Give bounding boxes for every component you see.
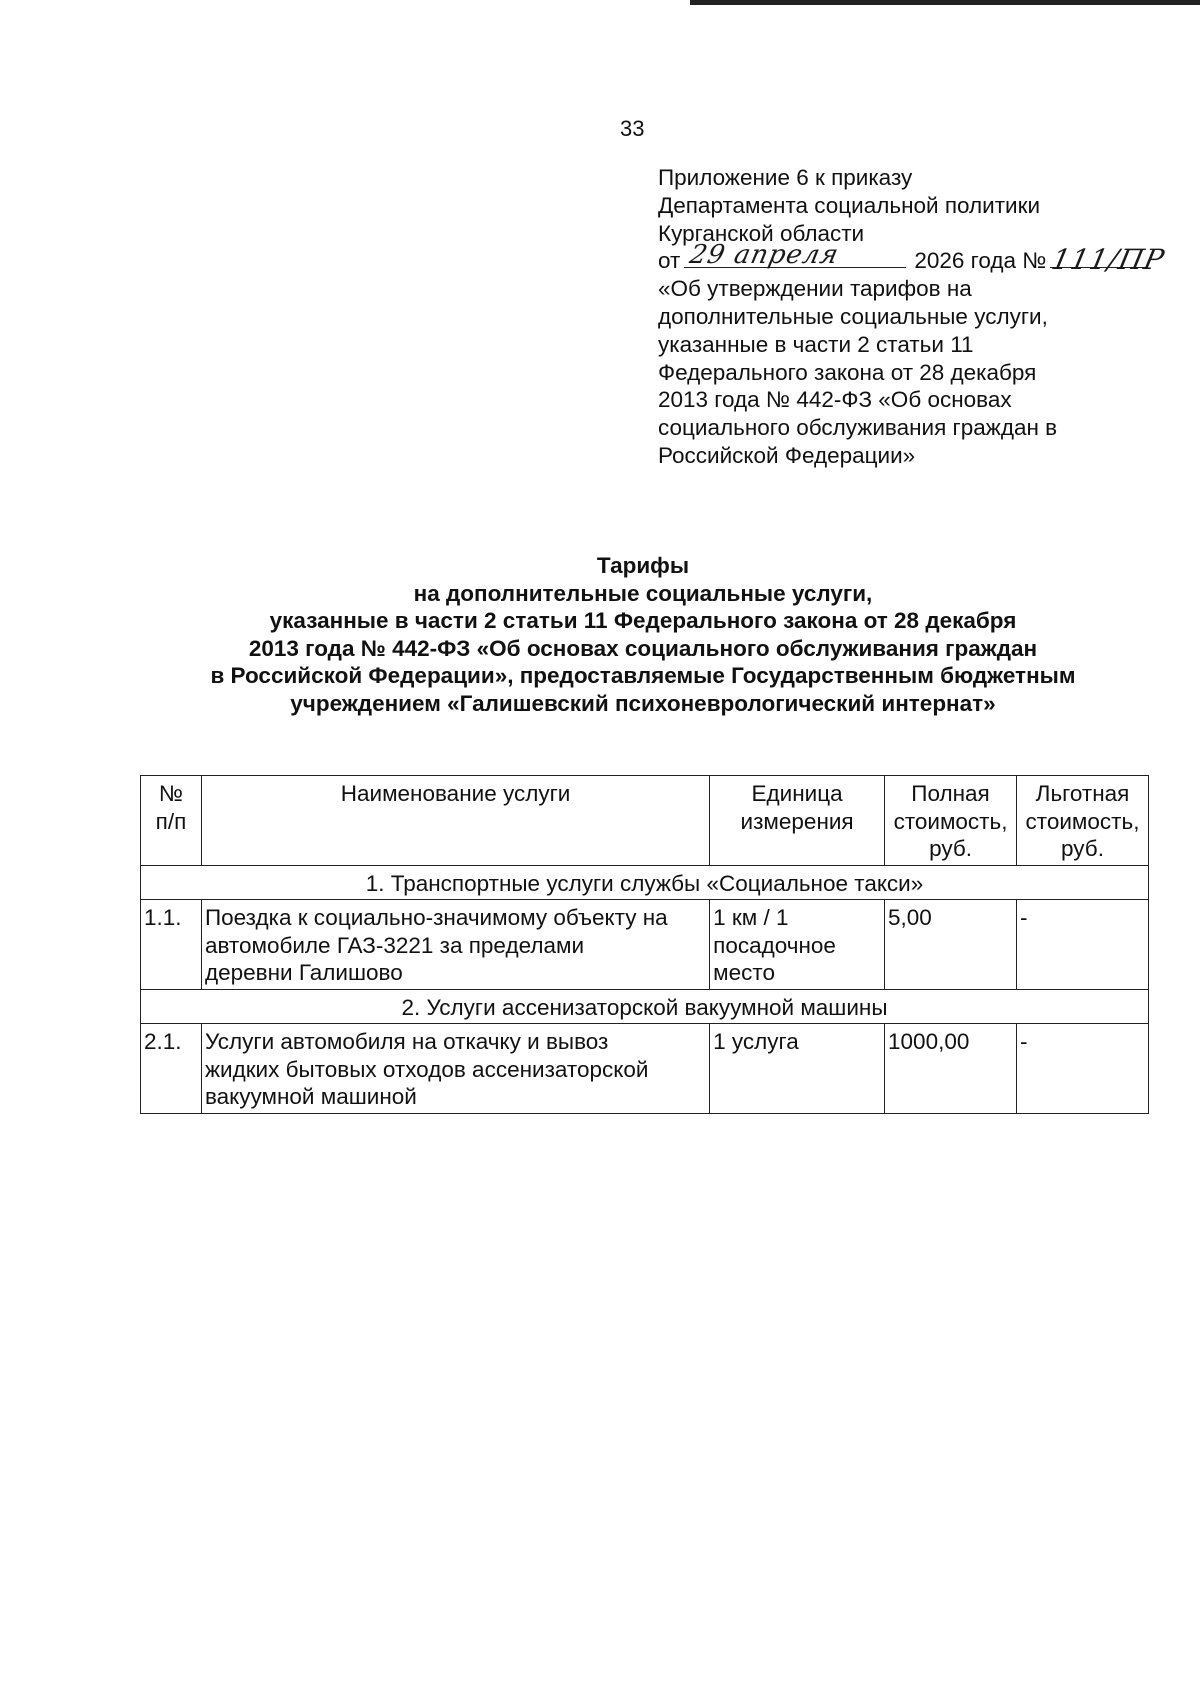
appendix-line: указанные в части 2 статьи 11 [658,331,974,357]
header-text: п/п [155,808,187,834]
unit-of-measure: 1 услуга [710,1024,885,1114]
document-title [120,552,1166,717]
row-number: 2.1. [141,1024,202,1114]
service-name-line: жидких бытовых отходов ассенизаторской [204,1056,649,1082]
appendix-date-line [658,239,1169,276]
title-line: учреждением «Галишевский психоневрологический интернат» [290,690,996,716]
header-name [201,776,709,866]
row-number: 1.1. [141,900,202,990]
discount-price: - [1017,1024,1149,1114]
header-text: измерения [740,808,854,834]
appendix-line: Приложение 6 к приказу [658,165,913,190]
header-text: № [158,781,184,806]
header-text: руб. [929,836,972,861]
header-num [141,776,202,866]
tariffs-table [140,775,1149,1114]
header-text: Единица [751,781,843,806]
service-name-line: Поездка к социально-значимому объекту на [204,905,668,930]
title-line: в Российской Федерации», предоставляемые Государственным бюджетным [210,663,1076,688]
table-row [141,1024,1149,1114]
date-prefix: от [658,248,681,274]
service-name-line: Услуги автомобиля на откачку и вывоз [204,1029,609,1054]
discount-price: - [1017,900,1149,990]
title-line: указанные в части 2 статьи 11 Федерального закона от 28 декабря [269,608,1017,633]
appendix-line: 2013 года № 442-ФЗ «Об основах [658,387,1012,413]
date-signature-field [684,239,906,270]
service-name-line: автомобиле ГАЗ-3221 за пределами [204,932,585,958]
header-unit [710,776,885,866]
handwritten-number: 111/ПР [1048,242,1169,276]
page-number: 33 [620,116,645,141]
title-line: Тарифы [596,553,690,578]
appendix-line: Курганской области [658,220,865,246]
header-text: Полная [911,781,990,806]
header-text: Льготная [1035,781,1130,806]
unit-line: 1 км / 1 [713,905,789,930]
full-price: 1000,00 [885,1024,1017,1114]
header-discount-price [1017,776,1149,866]
service-name [201,900,709,990]
header-text: руб. [1061,836,1104,861]
service-name-line: вакуумной машиной [204,1084,417,1109]
service-name-line: деревни Галишово [204,960,403,985]
section-title: 2. Услуги ассенизаторской вакуумной машины [141,989,1149,1024]
unit-line: место [713,960,775,985]
handwritten-date: 29 апреля [687,239,843,270]
section-row [141,865,1149,900]
appendix-block [658,164,1169,470]
header-full-price [885,776,1017,866]
appendix-line: «Об утверждении тарифов на [658,276,972,302]
table-row [141,900,1149,990]
appendix-line: дополнительные социальные услуги, [658,303,1048,329]
appendix-line: Федерального закона от 28 декабря [658,359,1037,385]
page-top-edge [690,0,1200,5]
unit-line: посадочное [713,932,836,958]
section-title: 1. Транспортные услуги службы «Социальное такси» [141,865,1149,900]
header-text: стоимость, [893,808,1008,834]
number-signature-field [1048,242,1169,276]
year-text: 2026 года № [914,248,1047,274]
appendix-line: социального обслуживания граждан в [658,415,1058,441]
section-row [141,989,1149,1024]
title-line: 2013 года № 442-ФЗ «Об основах социального обслуживания граждан [248,635,1038,661]
header-text: стоимость, [1025,808,1140,834]
appendix-line: Департамента социальной политики [658,192,1041,218]
service-name [201,1024,709,1114]
appendix-line: Российской Федерации» [658,442,916,468]
table-header-row [141,776,1149,866]
header-text: Наименование услуги [340,781,571,806]
title-line: на дополнительные социальные услуги, [413,580,873,606]
unit-of-measure [710,900,885,990]
full-price: 5,00 [885,900,1017,990]
